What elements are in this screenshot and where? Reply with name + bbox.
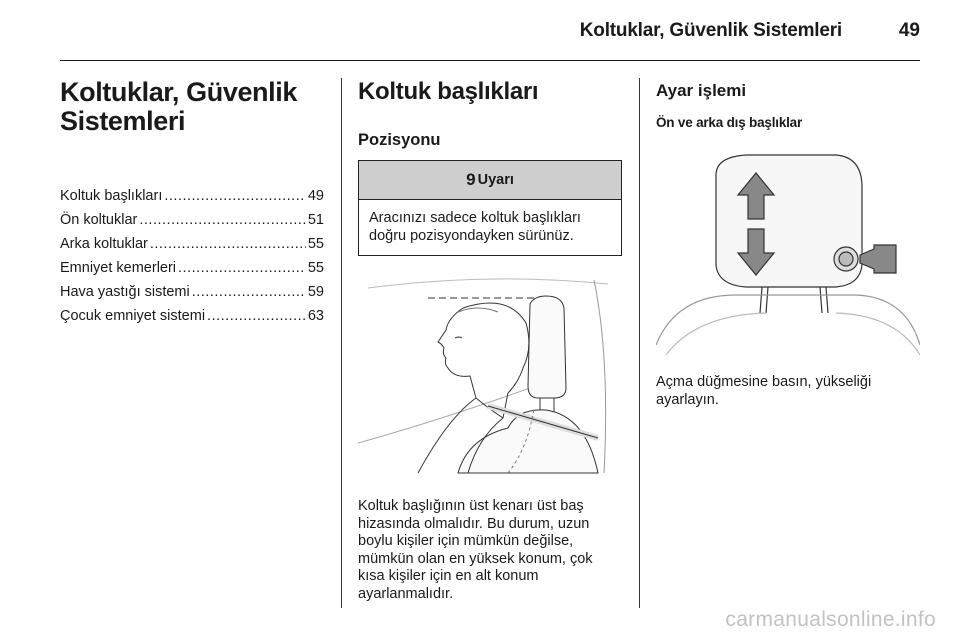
toc-entry[interactable] (60, 280, 324, 304)
section-title: Koltuk başlıkları (358, 78, 539, 105)
toc-label: Ön koltuklar (60, 212, 138, 228)
adjust-text: Açma düğmesine basın, yükseliği ayarlayın. (656, 374, 872, 408)
toc-page: 59 (307, 284, 324, 300)
adjust-title: Ayar işlemi (656, 81, 747, 100)
toc-leader-dots (139, 208, 305, 232)
warning-header (359, 161, 621, 200)
toc-leader-dots (207, 304, 306, 328)
headrest-adjust-illustration (656, 145, 920, 355)
chapter-title-line2: Sistemleri (60, 106, 186, 136)
header-title: Koltuklar, Güvenlik Sistemleri (579, 20, 842, 41)
watermark: carmanualsonline.info (725, 608, 936, 631)
adjustment-column (656, 78, 920, 409)
toc-label: Çocuk emniyet sistemi (60, 308, 206, 324)
toc-leader-dots (164, 184, 306, 208)
toc-entry[interactable] (60, 232, 324, 256)
toc-label: Hava yastığı sistemi (60, 284, 190, 300)
toc-leader-dots (178, 256, 306, 280)
toc-entry[interactable] (60, 208, 324, 232)
page-header (60, 18, 920, 61)
position-text: Koltuk başlığının üst kenarı üst baş hizasında olmalıdır. Bu durum, uzun boylu kişiler için mümkün değilse, mümkün olan en yüksek konum, çok kısa kişiler için en alt konum ayarlanmalıdır. (358, 498, 593, 602)
toc-label: Koltuk başlıkları (60, 188, 163, 204)
toc-entry[interactable] (60, 184, 324, 208)
toc-entry[interactable] (60, 256, 324, 280)
warning-box (358, 160, 622, 256)
column-divider (639, 78, 640, 608)
column-divider (341, 78, 342, 608)
page-number: 49 (898, 20, 920, 41)
chapter-title-line1: Koltuklar, Güvenlik (60, 77, 297, 107)
warning-title: Uyarı (477, 172, 514, 188)
toc-entry[interactable] (60, 304, 324, 328)
toc-leader-dots (150, 232, 306, 256)
toc-page: 63 (307, 308, 324, 324)
table-of-contents (60, 184, 324, 328)
warning-text: Aracınızı sadece koltuk başlıkları doğru pozisyondayken sürünüz. (369, 210, 581, 244)
headrest-position-illustration (358, 268, 622, 478)
toc-page: 49 (307, 188, 324, 204)
adjust-subheading: Ön ve arka dış başlıklar (656, 115, 803, 130)
position-heading: Pozisyonu (358, 131, 441, 149)
chapter-column (60, 78, 324, 328)
chapter-title (60, 78, 324, 136)
toc-label: Arka koltuklar (60, 236, 148, 252)
toc-page: 55 (307, 260, 324, 276)
toc-page: 51 (307, 212, 324, 228)
toc-leader-dots (192, 280, 306, 304)
toc-label: Emniyet kemerleri (60, 260, 177, 276)
warning-icon: 9 (466, 170, 476, 189)
headrest-column (358, 78, 622, 603)
toc-page: 55 (307, 236, 324, 252)
